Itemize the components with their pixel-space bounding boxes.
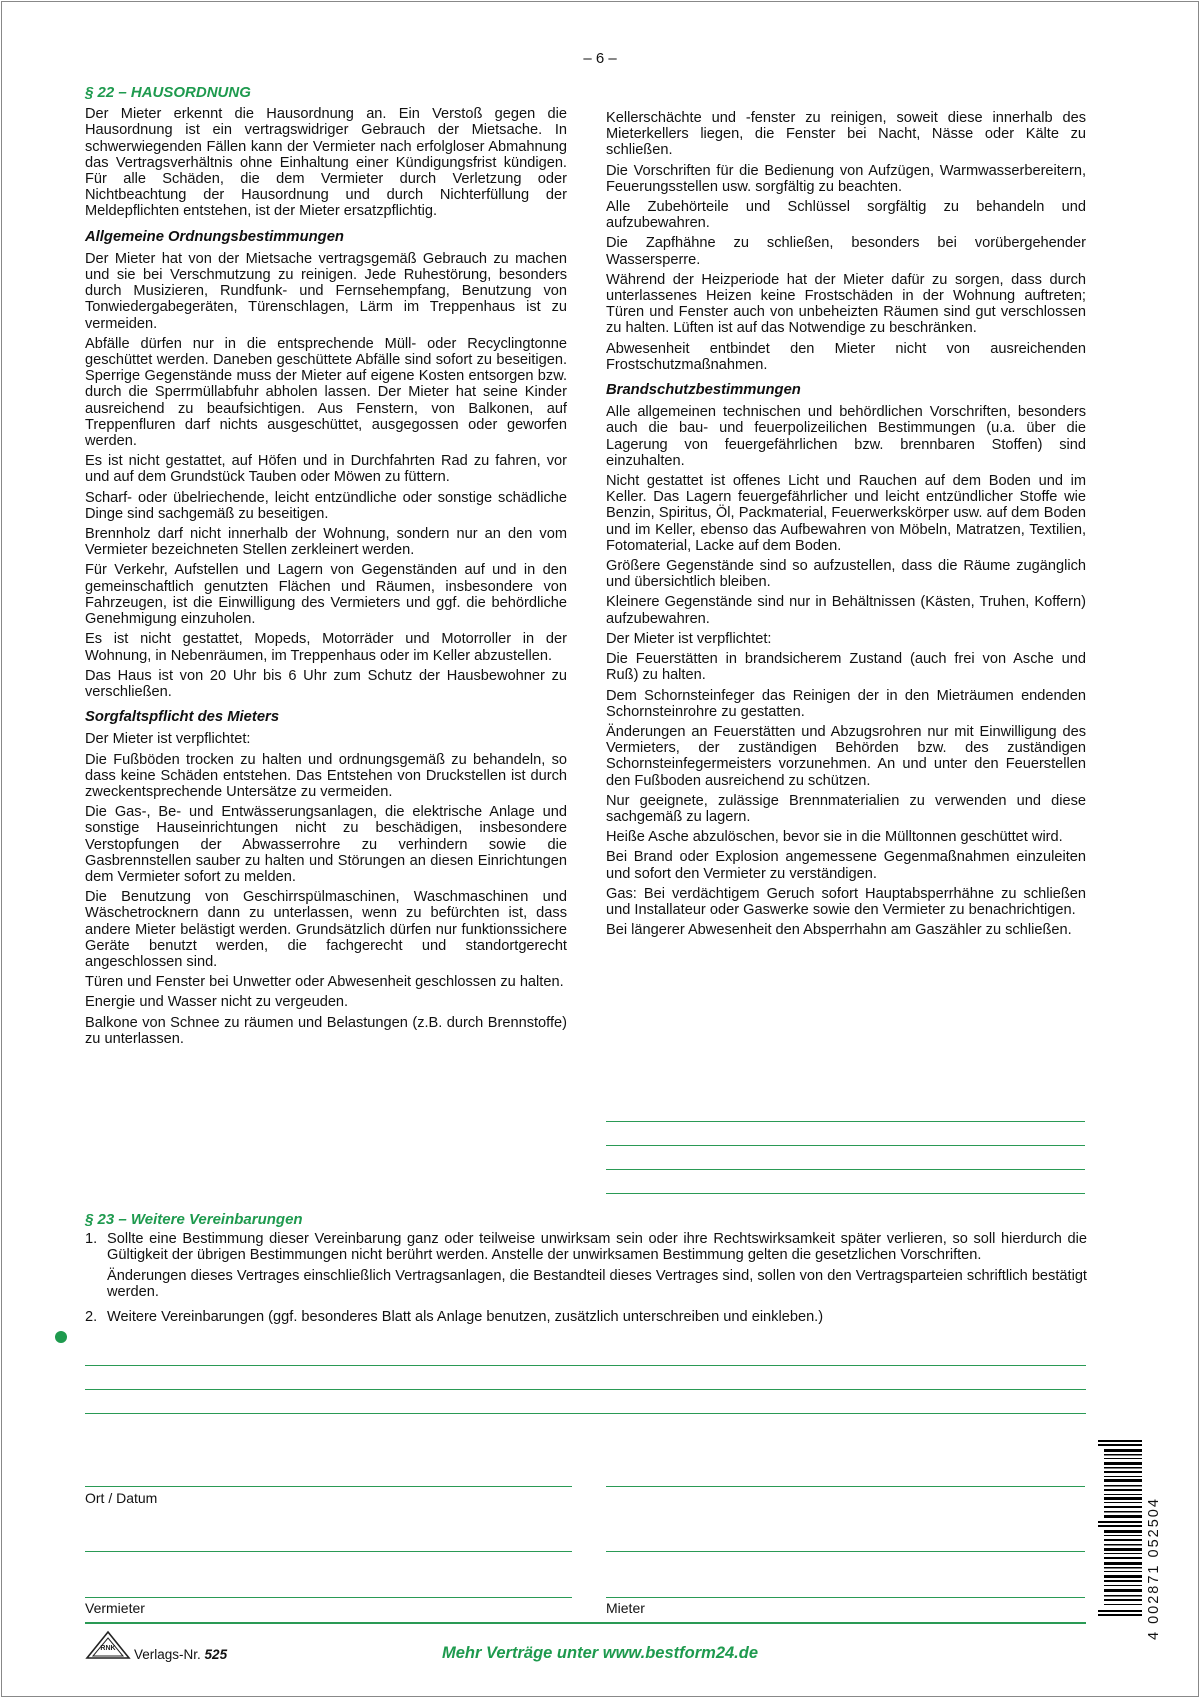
barcode-digits: 4 002871 052504 <box>1146 1497 1162 1640</box>
paragraph: Nur geeignete, zulässige Brennmaterialien zu verwenden und diese sachgemäß zu lagern. <box>606 792 1086 825</box>
paragraph: Dem Schornsteinfeger das Reinigen der in den Mieträumen endenden Schornsteinrohre zu gestatten. <box>606 687 1086 720</box>
brandschutz-title: Brandschutzbestimmungen <box>606 382 801 399</box>
promo-link[interactable]: Mehr Verträge unter www.bestform24.de <box>441 1644 759 1662</box>
list-item <box>85 1231 1087 1305</box>
paragraph: Weitere Vereinbarungen (ggf. besonderes Blatt als Anlage benutzen, zusätzlich unterschreiben und einkleben.) <box>107 1308 824 1325</box>
fill-line[interactable] <box>85 1413 1086 1414</box>
agreement-fill-lines <box>85 1365 1086 1437</box>
landlord-signature-line[interactable] <box>85 1597 572 1598</box>
paragraph: Die Zapfhähne zu schließen, besonders bei vorübergehender Wassersperre. <box>606 235 1086 268</box>
right-fill-lines <box>606 1121 1085 1217</box>
green-bullet-marker <box>55 1331 67 1343</box>
verlag-number: 525 <box>204 1647 228 1662</box>
paragraph: Das Haus ist von 20 Uhr bis 6 Uhr zum Schutz der Hausbewohner zu verschließen. <box>85 667 567 700</box>
paragraph: Der Mieter hat von der Mietsache vertragsgemäß Gebrauch zu machen und sie bei Verschmutzung zu reinigen. Jede Ruhestörung, besonders durch Musizieren, Rundfunk- und Fernsehempfang, Benutzung von Tonwiedergabegeräten, Türenschlagen, Lärm im Treppenhaus ist zu vermeiden. <box>85 250 567 332</box>
paragraph: Es ist nicht gestattet, auf Höfen und in Durchfahrten Rad zu fahren, vor und auf dem Grundstück Tauben oder Möwen zu füttern. <box>85 453 567 486</box>
paragraph: Abwesenheit entbindet den Mieter nicht von ausreichenden Frostschutzmaßnahmen. <box>606 340 1086 373</box>
tenant-signature-line-upper[interactable] <box>606 1551 1085 1552</box>
barcode-icon <box>1098 1440 1142 1618</box>
item-number: 2. <box>85 1308 98 1325</box>
paragraph: Energie und Wasser nicht zu vergeuden. <box>85 994 349 1011</box>
paragraph: Für Verkehr, Aufstellen und Lagern von Gegenständen auf und in den gemeinschaftlich genutzten Flächen und Räumen, insbesondere von Fahrzeugen, ist die Einwilligung des Vermieters und ggf. die behördliche Genehmigung einzuholen. <box>85 562 567 628</box>
paragraph: Bei Brand oder Explosion angemessene Gegenmaßnahmen einzuleiten und sofort den Vermieter zu verständigen. <box>606 849 1086 882</box>
fill-line[interactable] <box>85 1365 1086 1366</box>
right-column <box>606 110 1086 942</box>
paragraph: Änderungen an Feuerstätten und Abzugsrohren nur mit Einwilligung des Vermieters, der zuständigen Behörden bzw. des zuständigen Schornsteinfegermeisters vorzunehmen. An und unter den Feuerstellen den Fußboden ausreichend zu schützen. <box>606 723 1086 789</box>
paragraph: Kleinere Gegenstände sind nur in Behältnissen (Kästen, Truhen, Koffern) aufzubewahren. <box>606 594 1086 627</box>
place-date-label: Ort / Datum <box>85 1490 158 1506</box>
section-22-intro: Der Mieter erkennt die Hausordnung an. Ein Verstoß gegen die Hausordnung ist ein vertragswidriger Gebrauch der Mietsache. In schwerwiegenden Fällen kann der Vermieter nach erfolgloser Abmahnung das Vertragsverhältnis ohne Einhaltung einer Kündigungsfrist kündigen. Für alle Schäden, die dem Vermieter durch Verletzung oder Nichtbeachtung der Hausordnung und durch Nichterfüllung der Meldepflichten entstehen, ist der Mieter ersatzpflichtig. <box>85 106 567 220</box>
paragraph: Größere Gegenstände sind so aufzustellen, dass die Räume zugänglich und übersichtlich bleiben. <box>606 558 1086 591</box>
paragraph: Balkone von Schnee zu räumen und Belastungen (z.B. durch Brennstoffe) zu unterlassen. <box>85 1014 567 1047</box>
fill-line[interactable] <box>606 1121 1085 1122</box>
paragraph: Nicht gestattet ist offenes Licht und Rauchen auf dem Boden und im Keller. Das Lagern feuergefährlicher und leicht entzündlicher Stoffe wie Benzin, Spiritus, Öl, Packmaterial, Feuerwerkskörper usw. auf dem Boden und im Keller, ebenso das Aufbewahren von Möbeln, Matratzen, Textilien, Fotomaterial, Lacke auf dem Boden. <box>606 473 1086 554</box>
allgemeine-list <box>85 251 567 700</box>
logo-text: RNK <box>100 1645 116 1652</box>
sorgfalt-continued <box>606 110 1086 373</box>
page-number: – 6 – <box>583 50 617 67</box>
fill-line[interactable] <box>85 1389 1086 1390</box>
place-date-line[interactable] <box>85 1486 572 1487</box>
paragraph: Die Gas-, Be- und Entwässerungsanlagen, die elektrische Anlage und sonstige Hauseinrichtungen nicht zu beschädigen, insbesondere Verstopfungen der Abwasserrohre zu verhindern sowie die Gasbrennstellen sauber zu halten und Störungen an diesen Einrichtungen dem Vermieter sofort zu melden. <box>85 804 567 885</box>
allgemeine-title: Allgemeine Ordnungsbestimmungen <box>85 228 344 245</box>
paragraph: Die Feuerstätten in brandsicherem Zustand (auch frei von Asche und Ruß) zu halten. <box>606 651 1086 684</box>
verlag-label: Verlags-Nr. <box>134 1647 201 1662</box>
paragraph: Die Fußböden trocken zu halten und ordnungsgemäß zu behandeln, so dass keine Schäden entstehen. Das Entstehen von Druckstellen ist durch zweckentsprechende Untersätze zu vermeiden. <box>85 751 567 800</box>
sorgfalt-list <box>85 731 567 1047</box>
place-date-line-right[interactable] <box>606 1486 1085 1487</box>
paragraph: Scharf- oder übelriechende, leicht entzündliche oder sonstige schädliche Dinge sind sachgemäß zu beseitigen. <box>85 489 567 522</box>
paragraph: Die Benutzung von Geschirrspülmaschinen, Waschmaschinen und Wäschetrocknern dann zu unterlassen, wenn zu befürchten ist, dass andere Mieter belästigt werden. Grundsätzlich dürfen nur funktionssichere Geräte benutzt werden, die fachgerecht und standortgerecht angeschlossen sind. <box>85 889 567 970</box>
section-23 <box>85 1212 1087 1333</box>
paragraph: Türen und Fenster bei Unwetter oder Abwesenheit geschlossen zu halten. <box>85 974 564 991</box>
landlord-signature-line-upper[interactable] <box>85 1551 572 1552</box>
item-number: 1. <box>85 1230 98 1247</box>
paragraph: Die Vorschriften für die Bedienung von Aufzügen, Warmwasserbereitern, Feuerungsstellen usw. sorgfältig zu beachten. <box>606 162 1086 195</box>
list-item <box>85 1309 1087 1330</box>
fill-line[interactable] <box>606 1169 1085 1170</box>
paragraph: Heiße Asche abzulöschen, bevor sie in die Mülltonnen geschüttet wird. <box>606 829 1063 846</box>
fill-line[interactable] <box>606 1193 1085 1194</box>
paragraph: Alle allgemeinen technischen und behördlichen Vorschriften, besonders auch die bau- und feuerpolizeilichen Bestimmungen (u.a. über die Lagerung von feuergefährlichen bzw. brennbaren Stoffen) sind einzuhalten. <box>606 404 1086 469</box>
tenant-signature-line[interactable] <box>606 1597 1085 1598</box>
paragraph: Kellerschächte und -fenster zu reinigen, soweit diese innerhalb des Mieterkellers liegen, die Fenster bei Nacht, Nässe oder Kälte zu schließen. <box>606 110 1086 159</box>
paragraph: Brennholz darf nicht innerhalb der Wohnung, sondern nur an den vom Vermieter bezeichneten Stellen zerkleinert werden. <box>85 526 567 559</box>
brandschutz-list <box>606 404 1086 938</box>
paragraph: Während der Heizperiode hat der Mieter dafür zu sorgen, dass durch unterlassenes Heizen keine Frostschäden in der Wohnung auftreten; Türen und Fenster auch von unbeheizten Räumen sind gut verschlossen zu halten. Lüften ist auf das Notwendige zu beschränken. <box>606 271 1086 337</box>
fill-line[interactable] <box>606 1145 1085 1146</box>
section-23-title: § 23 – Weitere Vereinbarungen <box>85 1211 303 1228</box>
tenant-label: Mieter <box>606 1600 645 1616</box>
paragraph: Gas: Bei verdächtigem Geruch sofort Hauptabsperrhähne zu schließen und Installateur oder Gaswerke sowie den Vermieter zu benachrichtigen. <box>606 885 1086 918</box>
paragraph: Sollte eine Bestimmung dieser Vereinbarung ganz oder teilweise unwirksam sein oder ihre Rechtswirksamkeit später verlieren, so soll hierdurch die Gültigkeit der übrigen Bestimmungen nicht berührt werden. Anstelle der unwirksamen Bestimmung gelten die gesetzlichen Vorschriften. <box>107 1230 1087 1263</box>
footer-divider <box>85 1622 1086 1624</box>
paragraph: Der Mieter ist verpflichtet: <box>85 731 251 748</box>
section-22-title: § 22 – HAUSORDNUNG <box>85 84 251 101</box>
paragraph: Es ist nicht gestattet, Mopeds, Motorräder und Motorroller in der Wohnung, in Nebenräumen, im Treppenhaus oder im Keller abzustellen. <box>85 631 567 664</box>
paragraph: Der Mieter ist verpflichtet: <box>606 630 772 647</box>
landlord-label: Vermieter <box>85 1600 145 1616</box>
paragraph: Alle Zubehörteile und Schlüssel sorgfältig zu behandeln und aufzubewahren. <box>606 199 1086 232</box>
paragraph: Abfälle dürfen nur in die entsprechende Müll- oder Recyclingtonne geschüttet werden. Daneben geschüttete Abfälle sind sofort zu beseitigen. Sperrige Gegenstände muss der Mieter auf eigene Kosten entsorgen bzw. durch die Sperrmüllabfuhr abholen lassen. Der Mieter hat seine Kinder ausreichend zu beaufsichtigen. Aus Fenstern, von Balkonen, auf Treppenfluren darf nichts ausgeschüttet, ausgegossen oder geworfen werden. <box>85 335 567 450</box>
paragraph: Änderungen dieses Vertrages einschließlich Vertragsanlagen, die Bestandteil dieses Vertrages sind, sollen von den Vertragsparteien schriftlich bestätigt werden. <box>107 1267 1087 1300</box>
left-column <box>85 85 567 1051</box>
paragraph: Bei längerer Abwesenheit den Absperrhahn am Gaszähler zu schließen. <box>606 922 1072 939</box>
sorgfalt-title: Sorgfaltspflicht des Mieters <box>85 709 280 726</box>
